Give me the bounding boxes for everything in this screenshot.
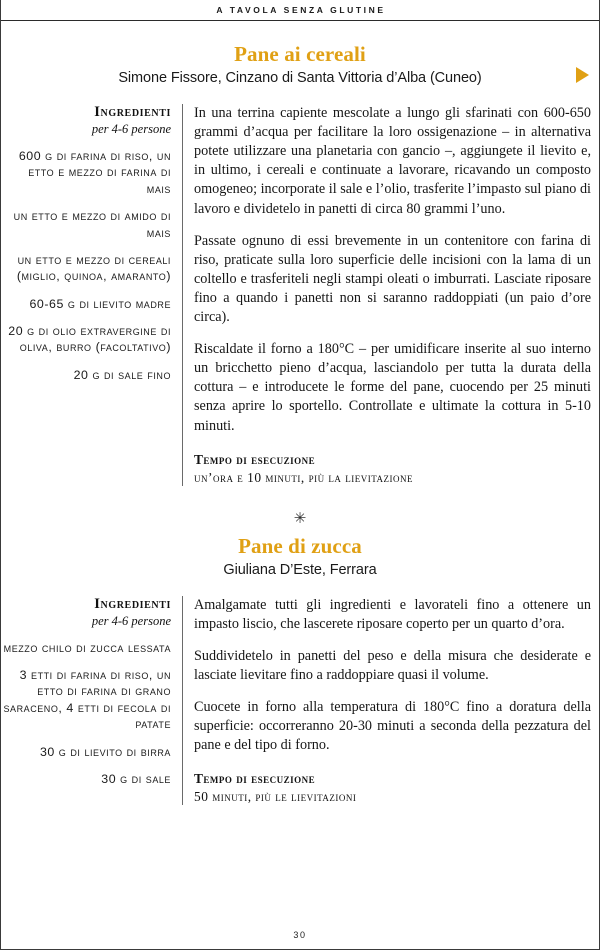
ingredients-list-1 [1, 148, 171, 383]
recipe-body-1 [1, 104, 599, 486]
time-label-1: Tempo di esecuzione [194, 451, 316, 467]
recipe-heading-2 [1, 535, 599, 578]
method-paragraph: Cuocete in forno alla temperatura di 180°C fino a doratura della superficie: occorreranno 20-30 minuti a seconda della pezzatura del pane e del tipo di forno. [194, 699, 591, 754]
list-item: un etto e mezzo di cereali (miglio, quinoa, amaranto) [16, 252, 171, 284]
ingredients-heading-1: Ingredienti [94, 104, 171, 121]
list-item: 600 g di farina di riso, un etto e mezzo di farina di mais [18, 149, 171, 196]
list-item: 3 etti di farina di riso, un etto di farina di grano saraceno, 4 etti di fecola di patate [3, 668, 171, 732]
recipe-author-2: Giuliana D’Este, Ferrara [223, 561, 377, 578]
time-value-1: un’ora e 10 minuti, più la lievitazione [194, 469, 414, 485]
page-footer [1, 925, 599, 943]
recipe-title-2: Pane di zucca [238, 533, 362, 558]
list-item: 20 g di sale fino [73, 367, 171, 382]
recipe-heading-1 [1, 43, 599, 86]
ingredients-list-2 [1, 640, 171, 788]
ingredients-serves-2: per 4-6 persone [91, 613, 171, 628]
ingredients-heading-2: Ingredienti [94, 595, 171, 612]
method-paragraph: Riscaldate il forno a 180°C – per umidificare inserite al suo interno un bricchetto pieno d’acqua, lasciandolo per tutta la durata della cottura – e introducete le forme del pane, cuocendo per 25 minuti senza aprire lo sportello. Controllate e ultimate la cottura in 5-10 minuti. [194, 341, 591, 434]
method-column-1 [183, 104, 599, 486]
list-item: 30 g di sale [101, 771, 171, 786]
method-paragraph: Suddividetelo in panetti del peso e della misura che desiderate e lasciate lievitare fino a raddoppiare quasi il volume. [194, 647, 591, 683]
list-item: 20 g di olio extravergine di oliva, burro (facoltativo) [8, 324, 171, 355]
page-number: 30 [293, 930, 307, 940]
ingredients-column-1 [1, 104, 182, 486]
recipe-body-2 [1, 596, 599, 806]
running-head-text: A TAVOLA SENZA GLUTINE [216, 5, 386, 15]
method-paragraph: Amalgamate tutti gli ingredienti e lavorateli fino a ottenere un impasto liscio, che lascerete riposare coperto per un quarto d’ora. [194, 596, 591, 632]
method-paragraph: In una terrina capiente mescolate a lungo gli sfarinati con 600-650 grammi d’acqua per facilitare la loro ossigenazione – in alternativa potete utilizzare una planetaria con gancio –, aggiungete il lievito e, in ultimo, i cereali e continuate a lavorare, ricavando un composto omogeneo; incorporate il sale e l’olio, trasferite l’impasto sul piano di lavoro e dividetelo in panetti di circa 80 grammi l’uno. [194, 105, 591, 217]
list-item: mezzo chilo di zucca lessata [3, 640, 171, 655]
recipe-title-1: Pane ai cereali [234, 42, 366, 66]
method-column-2 [183, 596, 599, 806]
running-head [1, 0, 599, 21]
list-item: 60-65 g di lievito madre [29, 296, 171, 311]
list-item: un etto e mezzo di amido di mais [13, 209, 171, 240]
ingredients-serves-1: per 4-6 persone [91, 122, 171, 137]
time-label-2: Tempo di esecuzione [194, 771, 316, 787]
method-paragraph: Passate ognuno di essi brevemente in un contenitore con farina di riso, praticate sulla loro superficie delle incisioni con la lama di un coltello e trasferiteli negli stampi oleati o imburrati. Lasciate riposare fino a quando i panetti non si saranno raddoppiati (un paio d’ore circa). [194, 232, 591, 326]
ingredients-column-2 [1, 596, 182, 806]
list-item: 30 g di lievito di birra [39, 744, 171, 759]
play-arrow-icon[interactable] [576, 67, 589, 83]
time-value-2: 50 minuti, più le lievitazioni [194, 789, 357, 805]
recipe-separator: ✳ [293, 510, 307, 527]
recipe-author-1: Simone Fissore, Cinzano di Santa Vittoria d’Alba (Cuneo) [118, 70, 482, 87]
